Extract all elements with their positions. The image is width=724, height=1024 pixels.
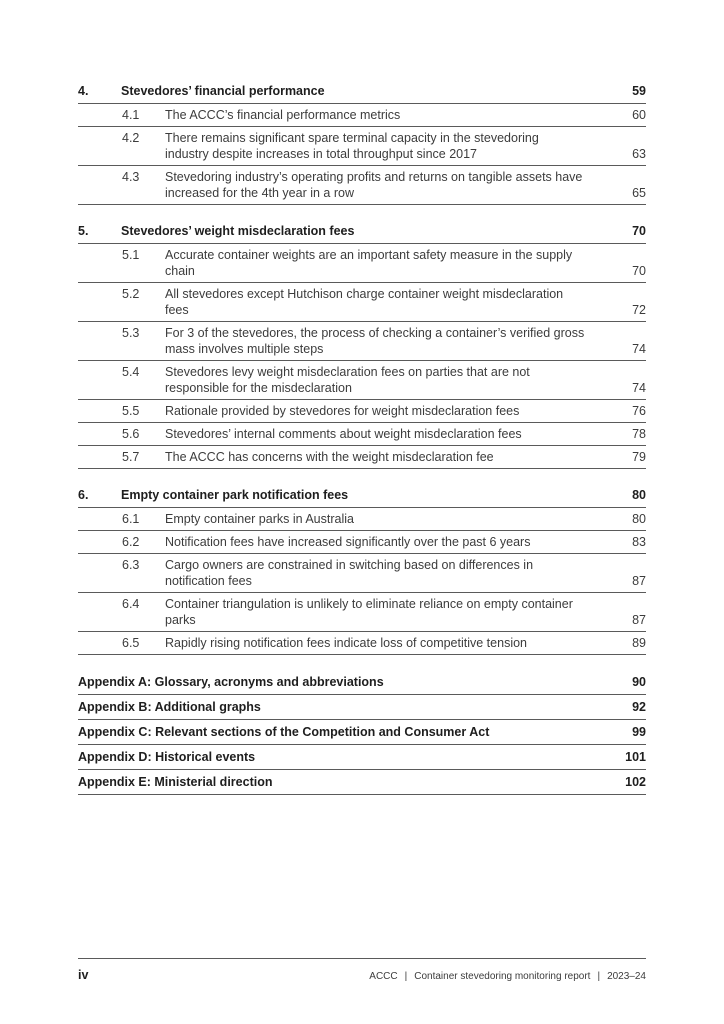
toc-entry[interactable] — [78, 322, 646, 361]
section-heading[interactable] — [78, 80, 646, 104]
entry-number: 6.4 — [122, 597, 140, 611]
entry-page: 78 — [632, 427, 646, 441]
entry-page: 80 — [632, 512, 646, 526]
toc-section — [78, 80, 646, 205]
entry-number: 5.5 — [122, 404, 140, 418]
toc-section — [78, 220, 646, 469]
toc-sections — [78, 80, 646, 655]
entry-title: Stevedores’ internal comments about weight misdeclaration fees — [165, 427, 522, 441]
toc-entry[interactable] — [78, 508, 646, 531]
toc-entry[interactable] — [78, 127, 646, 166]
entry-number: 5.2 — [122, 287, 140, 301]
appendix-title: Appendix B: Additional graphs — [78, 700, 261, 714]
entry-number: 5.1 — [122, 248, 140, 262]
entry-number: 6.1 — [122, 512, 140, 526]
section-heading[interactable] — [78, 220, 646, 244]
section-number: 5. — [78, 224, 89, 238]
appendix-page: 90 — [632, 675, 646, 689]
footer-report-title: Container stevedoring monitoring report — [414, 971, 591, 982]
entry-number: 5.7 — [122, 450, 140, 464]
entry-title: There remains significant spare terminal capacity in the stevedoring industry despite increases in total throughput since 2017 — [165, 131, 539, 161]
appendix-entry[interactable] — [78, 695, 646, 720]
toc-entry[interactable] — [78, 400, 646, 423]
entry-number: 4.2 — [122, 131, 140, 145]
entry-title: Stevedoring industry’s operating profits and returns on tangible assets have increased for the 4th year in a row — [165, 170, 583, 200]
section-number: 4. — [78, 84, 89, 98]
toc-entry[interactable] — [78, 283, 646, 322]
appendix-page: 102 — [625, 775, 646, 789]
footer-year: 2023–24 — [607, 971, 646, 982]
footer-running-title — [369, 971, 646, 982]
section-heading-left — [78, 488, 348, 502]
footer-page-number: iv — [78, 968, 89, 982]
section-heading-left — [78, 84, 325, 98]
entry-title: For 3 of the stevedores, the process of checking a container’s verified gross mass involves multiple steps — [165, 326, 585, 356]
entry-title: The ACCC’s financial performance metrics — [165, 108, 401, 122]
entry-number: 4.1 — [122, 108, 140, 122]
footer-separator: | — [597, 971, 601, 982]
entry-page: 65 — [632, 186, 646, 200]
appendix-title: Appendix E: Ministerial direction — [78, 775, 273, 789]
entry-page: 60 — [632, 108, 646, 122]
entry-title: Rationale provided by stevedores for weight misdeclaration fees — [165, 404, 520, 418]
toc-appendices — [78, 670, 646, 795]
appendix-entry[interactable] — [78, 770, 646, 795]
entry-page: 74 — [632, 342, 646, 356]
section-heading-left — [78, 224, 354, 238]
section-heading[interactable] — [78, 484, 646, 508]
section-title: Stevedores’ weight misdeclaration fees — [121, 224, 355, 238]
footer-separator: | — [404, 971, 408, 982]
entry-page: 70 — [632, 264, 646, 278]
entry-title: All stevedores except Hutchison charge container weight misdeclaration fees — [165, 287, 564, 317]
appendix-entry[interactable] — [78, 670, 646, 695]
entry-page: 87 — [632, 574, 646, 588]
entry-number: 6.2 — [122, 535, 140, 549]
page-footer — [78, 958, 646, 982]
entry-page: 74 — [632, 381, 646, 395]
entry-number: 5.6 — [122, 427, 140, 441]
entry-title: Cargo owners are constrained in switching based on differences in notification fees — [165, 558, 534, 588]
entry-page: 89 — [632, 636, 646, 650]
entry-page: 79 — [632, 450, 646, 464]
entry-number: 4.3 — [122, 170, 140, 184]
toc-entry[interactable] — [78, 593, 646, 632]
toc-entry[interactable] — [78, 104, 646, 127]
section-page: 80 — [632, 488, 646, 502]
entry-title: The ACCC has concerns with the weight misdeclaration fee — [165, 450, 494, 464]
entry-page: 76 — [632, 404, 646, 418]
entry-page: 72 — [632, 303, 646, 317]
entry-number: 6.3 — [122, 558, 140, 572]
entry-title: Accurate container weights are an important safety measure in the supply chain — [165, 248, 573, 278]
toc-entry[interactable] — [78, 446, 646, 469]
toc-entry[interactable] — [78, 554, 646, 593]
entry-number: 6.5 — [122, 636, 140, 650]
section-title: Stevedores’ financial performance — [121, 84, 325, 98]
toc-entry[interactable] — [78, 166, 646, 205]
toc-entry[interactable] — [78, 361, 646, 400]
entry-title: Stevedores levy weight misdeclaration fees on parties that are not responsible for the misdeclaration — [165, 365, 530, 395]
entry-title: Container triangulation is unlikely to eliminate reliance on empty container parks — [165, 597, 573, 627]
appendix-page: 99 — [632, 725, 646, 739]
appendix-title: Appendix A: Glossary, acronyms and abbreviations — [78, 675, 384, 689]
footer-org: ACCC — [369, 971, 398, 982]
appendix-page: 101 — [625, 750, 646, 764]
entry-title: Rapidly rising notification fees indicate loss of competitive tension — [165, 636, 527, 650]
appendix-title: Appendix C: Relevant sections of the Competition and Consumer Act — [78, 725, 490, 739]
toc-entry[interactable] — [78, 244, 646, 283]
appendix-title: Appendix D: Historical events — [78, 750, 256, 764]
entry-title: Notification fees have increased significantly over the past 6 years — [165, 535, 531, 549]
section-number: 6. — [78, 488, 89, 502]
section-page: 59 — [632, 84, 646, 98]
entry-page: 83 — [632, 535, 646, 549]
section-page: 70 — [632, 224, 646, 238]
toc-entry[interactable] — [78, 531, 646, 554]
entry-page: 63 — [632, 147, 646, 161]
toc-entry[interactable] — [78, 423, 646, 446]
section-title: Empty container park notification fees — [121, 488, 349, 502]
entry-title: Empty container parks in Australia — [165, 512, 354, 526]
entry-page: 87 — [632, 613, 646, 627]
appendix-entry[interactable] — [78, 720, 646, 745]
table-of-contents — [78, 80, 646, 795]
entry-number: 5.3 — [122, 326, 140, 340]
appendix-entry[interactable] — [78, 745, 646, 770]
toc-entry[interactable] — [78, 632, 646, 655]
entry-number: 5.4 — [122, 365, 140, 379]
toc-section — [78, 484, 646, 655]
appendix-page: 92 — [632, 700, 646, 714]
